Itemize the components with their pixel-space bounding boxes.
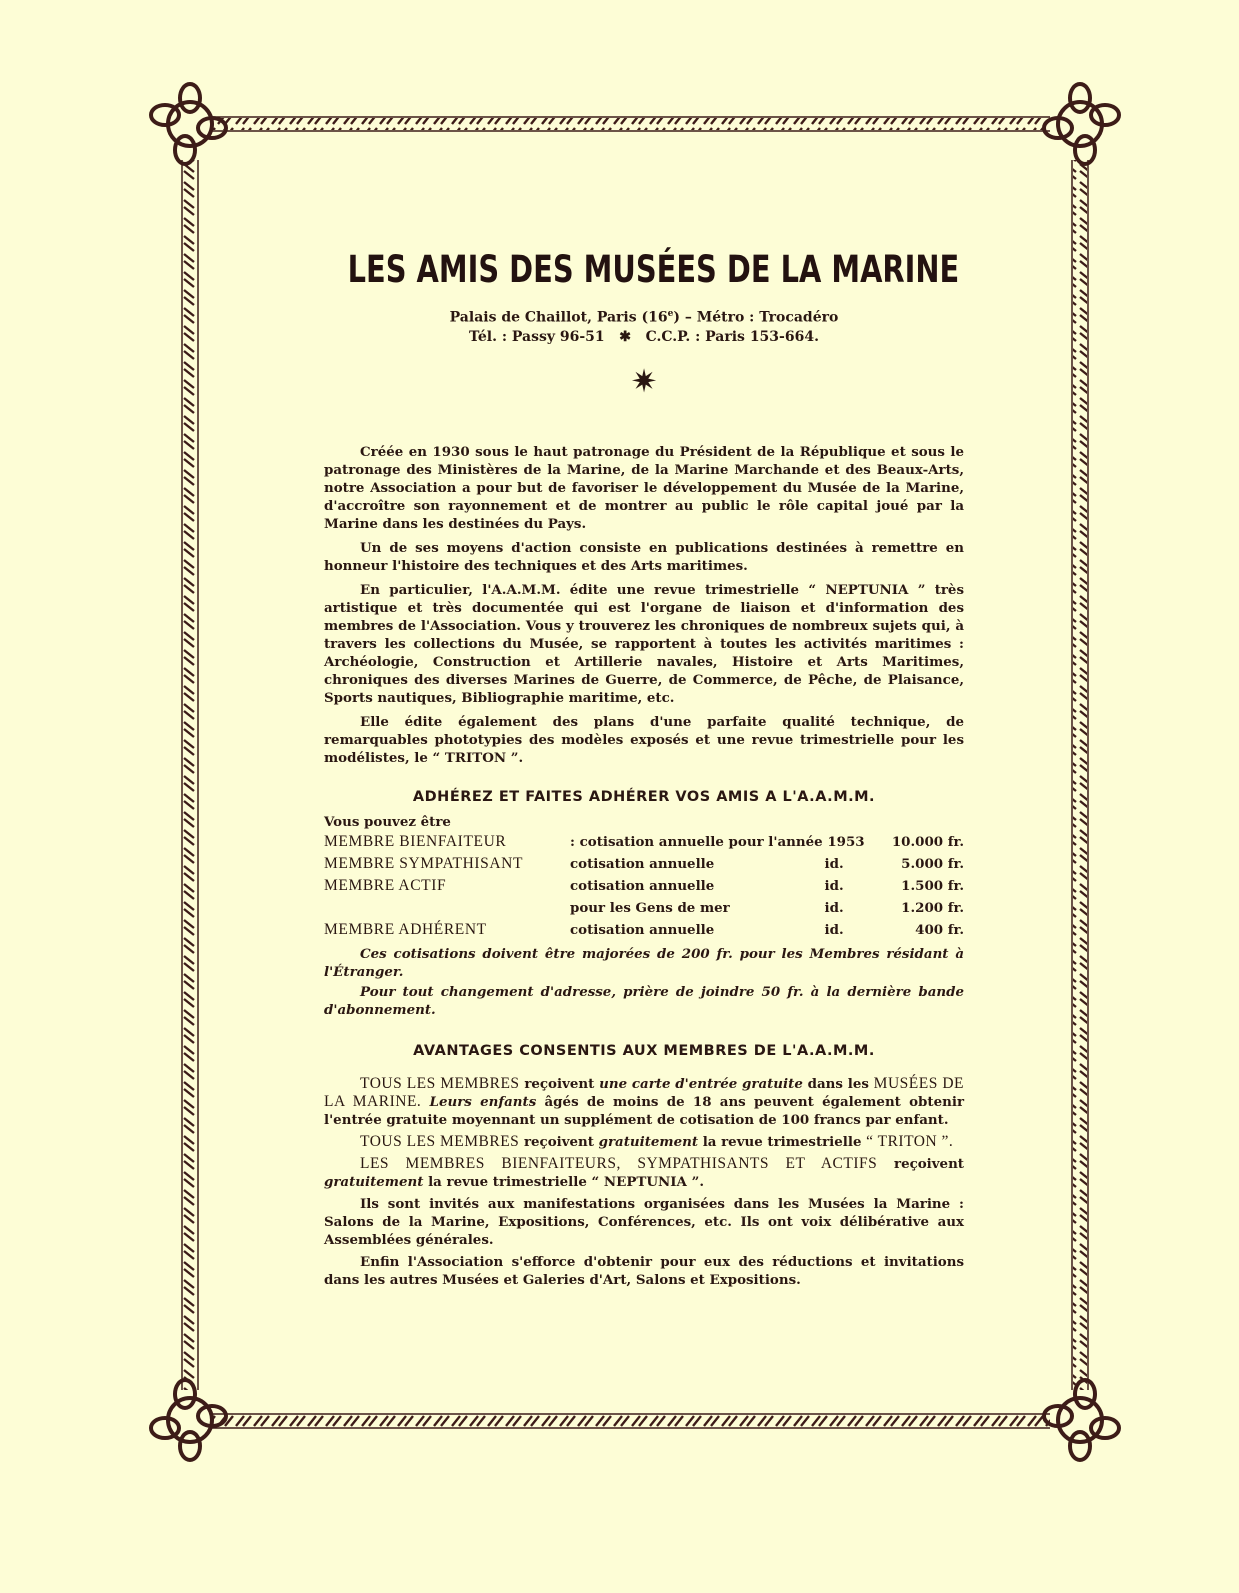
fee-amount: 5.000 fr. — [901, 855, 964, 872]
advantage-paragraph: LES MEMBRES BIENFAITEURS, SYMPATHISANTS ET ACTIFS reçoivent gratuitement la revue trimestrielle “ NEPTUNIA ”. — [324, 1154, 964, 1190]
table-row — [324, 875, 964, 897]
member-category: MEMBRE BIENFAITEUR — [324, 832, 507, 850]
page-title: LES AMIS DES MUSÉES DE LA MARINE — [347, 248, 960, 291]
fee-description: cotisation annuelle — [570, 921, 715, 938]
fee-id: id. — [824, 899, 844, 916]
document-body — [324, 248, 964, 1293]
membership-intro: Vous pouvez être — [324, 813, 451, 830]
fees-table — [324, 831, 964, 941]
member-category: MEMBRE SYMPATHISANT — [324, 854, 524, 872]
fee-amount: 10.000 fr. — [891, 833, 964, 850]
knot-bottom-right-icon — [1044, 1380, 1119, 1460]
membership-heading: ADHÉREZ ET FAITES ADHÉRER VOS AMIS A L'A.A.M.M. — [412, 788, 876, 805]
member-category: MEMBRE ACTIF — [324, 876, 447, 894]
rope-right — [1072, 160, 1088, 1390]
fee-id: id. — [824, 855, 844, 872]
advantage-paragraph: TOUS LES MEMBRES reçoivent une carte d'entrée gratuite dans les MUSÉES DE LA MARINE. Leurs enfants âgés de moins de 18 ans peuvent également obtenir l'entrée gratuite moyennant un supplément de cotisation de 100 francs par enfant. — [324, 1074, 964, 1128]
table-row — [324, 853, 964, 875]
fee-description: cotisation annuelle — [570, 877, 715, 894]
address-line-2: Tél. : Passy 96-51 ✱ C.C.P. : Paris 153-664. — [469, 328, 819, 345]
table-row — [324, 919, 964, 941]
advantage-paragraph: Enfin l'Association s'efforce d'obtenir pour eux des réductions et invitations dans les autres Musées et Galeries d'Art, Salons et Expositions. — [324, 1253, 964, 1288]
intro-paragraph: Un de ses moyens d'action consiste en publications destinées à remettre en honneur l'histoire des techniques et des Arts maritimes. — [324, 539, 964, 574]
fee-description: pour les Gens de mer — [570, 899, 730, 916]
rope-top — [212, 117, 1050, 131]
rope-left — [182, 160, 198, 1390]
intro-paragraph: Elle édite également des plans d'une parfaite qualité technique, de remarquables phototypies des modèles exposés et une revue trimestrielle pour les modélistes, le “ TRITON ”. — [324, 713, 964, 766]
knot-top-right-icon — [1044, 84, 1119, 164]
address-line-1: Palais de Chaillot, Paris (16e) – Métro : Trocadéro — [449, 309, 839, 326]
rope-bottom — [212, 1414, 1050, 1428]
fee-id: id. — [824, 877, 844, 894]
asterisk-ornament-icon: ✷ — [630, 361, 658, 400]
intro-paragraph: En particulier, l'A.A.M.M. édite une revue trimestrielle “ NEPTUNIA ” très artistique et très documentée qui est l'organe de liaison et d'information des membres de l'Association. Vous y trouverez les chroniques de nombreux sujets qui, à travers les collections du Musée, se rapportent à toutes les activités maritimes : Archéologie, Construction et Artillerie navales, Histoire et Arts Maritimes, chroniques des diverses Marines de Guerre, de Commerce, de Pêche, de Plaisance, Sports nautiques, Bibliographie maritime, etc. — [324, 581, 964, 706]
intro-paragraph: Créée en 1930 sous le haut patronage du Président de la République et sous le patronage des Ministères de la Marine, de la Marine Marchande et des Beaux-Arts, notre Association a pour but de favoriser le développement du Musée de la Marine, d'accroître son rayonnement et de montrer au public le rôle capital joué par la Marine dans les destinées du Pays. — [324, 443, 964, 532]
member-category — [324, 897, 570, 919]
fee-description: : cotisation annuelle pour l'année 1953 — [570, 833, 865, 850]
table-row — [324, 831, 964, 853]
fee-amount: 1.200 fr. — [901, 899, 964, 916]
address-change-note: Pour tout changement d'adresse, prière de joindre 50 fr. à la dernière bande d'abonnement. — [324, 983, 964, 1018]
table-row — [324, 897, 964, 919]
fee-description: cotisation annuelle — [570, 855, 715, 872]
fee-amount: 1.500 fr. — [901, 877, 964, 894]
advantage-paragraph: Ils sont invités aux manifestations organisées dans les Musées la Marine : Salons de la Marine, Expositions, Conférences, etc. Ils ont voix délibérative aux Assemblées générales. — [324, 1195, 964, 1248]
address-block — [324, 305, 964, 347]
surcharge-note: Ces cotisations doivent être majorées de 200 fr. pour les Membres résidant à l'Étranger. — [324, 945, 964, 980]
advantages-heading: AVANTAGES CONSENTIS AUX MEMBRES DE L'A.A.M.M. — [413, 1042, 875, 1059]
fee-id: id. — [824, 921, 844, 938]
member-category: MEMBRE ADHÉRENT — [324, 920, 487, 938]
advantage-paragraph: TOUS LES MEMBRES reçoivent gratuitement la revue trimestrielle “ TRITON ”. — [360, 1132, 954, 1150]
fee-amount: 400 fr. — [915, 921, 964, 938]
